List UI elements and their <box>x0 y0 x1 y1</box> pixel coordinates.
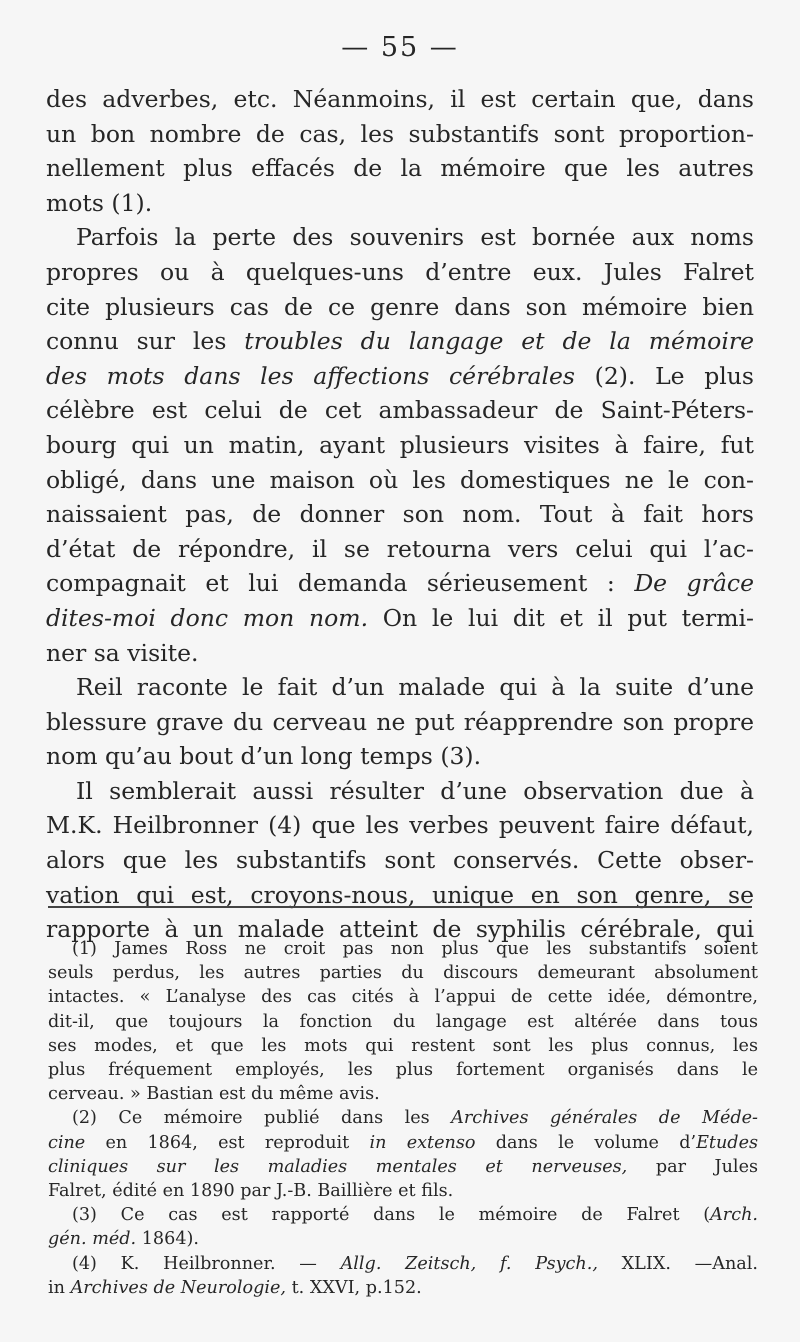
text-line <box>46 151 754 186</box>
text-line <box>46 428 754 463</box>
italic-title: des mots dans les affections cérébrales <box>46 361 575 390</box>
text-line <box>46 705 754 740</box>
footnote-text: 1864). <box>141 1229 199 1250</box>
text-line <box>46 532 754 567</box>
footnote-text: t. XXVI, p.152. <box>291 1277 422 1298</box>
text-line-content: On le lui dit et il put termi- <box>382 603 754 632</box>
text-line <box>46 82 754 117</box>
text-line-content: propres ou à quelques-uns d’entre eux. Jules Falret <box>46 257 754 286</box>
text-line-content: alors que les substantifs sont conservés. Cette obser- <box>46 846 754 875</box>
footnote-line <box>48 1034 758 1058</box>
text-line <box>46 324 754 359</box>
footnote-text: (1) James Ross ne croit pas non plus que les substantifs soient <box>72 939 758 959</box>
footnote-italic: gén. méd. <box>48 1229 137 1250</box>
footnote-line <box>48 1179 758 1203</box>
page-number: — 55 — <box>341 32 459 63</box>
text-line-content: Parfois la perte des souvenirs est bornée aux noms <box>76 223 754 252</box>
text-line <box>46 774 754 809</box>
text-line-content: des adverbes, etc. Néanmoins, il est certain que, dans <box>46 85 754 113</box>
footnote-text: en 1864, est reproduit <box>105 1132 350 1153</box>
footnote-text: cerveau. » Bastian est du même avis. <box>48 1084 380 1105</box>
footnote-line <box>48 1276 758 1300</box>
footnote-line <box>48 1203 758 1227</box>
text-line-content: cite plusieurs cas de ce genre dans son mémoire bien <box>46 292 754 321</box>
footnotes <box>48 937 758 1300</box>
text-line <box>46 255 754 290</box>
footnote-line <box>48 985 758 1009</box>
text-line <box>46 566 754 601</box>
text-line-content: vation qui est, croyons-nous, unique en son genre, se <box>46 880 754 909</box>
text-line-content: (2). Le plus <box>594 361 754 390</box>
text-line <box>46 636 754 671</box>
text-line-content: ner sa visite. <box>46 638 199 667</box>
text-line-content: Reil raconte le fait d’un malade qui à la suite d’une <box>76 673 754 702</box>
text-line <box>46 359 754 394</box>
text-line <box>46 220 754 255</box>
footnote-italic: Arch. <box>710 1205 758 1226</box>
footnote-text: par Jules <box>655 1156 759 1177</box>
footnote-italic: Archives générales de Méde- <box>451 1108 759 1129</box>
text-line-content: blessure grave du cerveau ne put réapprendre son propre <box>46 707 754 736</box>
footnote-line <box>48 1227 758 1251</box>
text-line <box>46 497 754 532</box>
text-line <box>46 808 754 843</box>
text-line-content: compagnait et lui demanda sérieusement : <box>46 569 615 598</box>
main-text <box>46 82 754 947</box>
footnote-line <box>48 1010 758 1034</box>
footnote-text: dit-il, que toujours la fonction du langage est altérée dans tous <box>48 1011 758 1032</box>
text-line-content: naissaient pas, de donner son nom. Tout à fait hors <box>46 500 754 529</box>
footnote-italic: Allg. Zeitsch, f. Psych., <box>340 1253 598 1274</box>
footnote-text: ses modes, et que les mots qui restent sont les plus connus, les <box>48 1035 758 1056</box>
footnote-italic: in extenso <box>369 1132 476 1153</box>
footnote-line <box>48 1082 758 1106</box>
footnote-line <box>48 961 758 985</box>
footnote-text: dans le volume d’ <box>495 1132 697 1153</box>
text-line <box>46 739 754 774</box>
text-line <box>46 290 754 325</box>
footnote-line <box>48 1131 758 1155</box>
footnote-italic: Archives de Neurologie, <box>70 1277 286 1298</box>
footnote-text: in <box>48 1277 65 1298</box>
footnote-text: seuls perdus, les autres parties du discours demeurant absolument <box>48 963 758 984</box>
text-line-content: nellement plus effacés de la mémoire que les autres <box>46 154 754 183</box>
text-line-content: célèbre est celui de cet ambassadeur de Saint-Péters- <box>46 396 754 425</box>
text-line <box>46 186 754 221</box>
footnote-divider <box>48 906 752 908</box>
text-line-content: bourg qui un matin, ayant plusieurs visites à faire, fut <box>46 430 754 459</box>
footnote-italic: cine <box>48 1132 86 1153</box>
text-line-content: d’état de répondre, il se retourna vers celui qui l’ac- <box>46 534 754 563</box>
footnote-text: (2) Ce mémoire publié dans les <box>72 1108 430 1129</box>
text-line-content: mots (1). <box>46 188 153 217</box>
italic-quote: dites-moi donc mon nom. <box>46 603 369 632</box>
text-line-content: nom qu’au bout d’un long temps (3). <box>46 742 482 771</box>
text-line-content: obligé, dans une maison où les domestiques ne le con- <box>46 465 754 494</box>
footnote-italic: cliniques sur les maladies mentales et nerveuses, <box>48 1156 628 1177</box>
italic-title: troubles du langage et de la mémoire <box>244 327 754 356</box>
footnote-line <box>48 937 758 961</box>
footnote-text: (4) K. Heilbronner. — <box>72 1253 317 1274</box>
text-line-content: M.K. Heilbronner (4) que les verbes peuvent faire défaut, <box>46 811 754 840</box>
footnote-text: XLIX. —Anal. <box>621 1253 758 1274</box>
footnote-line <box>48 1106 758 1130</box>
footnote-text: (3) Ce cas est rapporté dans le mémoire de Falret ( <box>72 1205 711 1226</box>
footnote-line <box>48 1252 758 1276</box>
text-line-content: rapporte à un malade atteint de syphilis cérébrale, qui <box>46 915 754 944</box>
text-line <box>46 601 754 636</box>
footnote-text: Falret, édité en 1890 par J.-B. Baillière et fils. <box>48 1181 454 1202</box>
text-line-content: connu sur les <box>46 327 227 356</box>
text-line-content: Il semblerait aussi résulter d’une observation due à <box>76 776 754 805</box>
footnote-text: plus fréquement employés, les plus fortement organisés dans le <box>48 1060 758 1081</box>
text-line <box>46 670 754 705</box>
text-line-content: un bon nombre de cas, les substantifs sont proportion- <box>46 119 754 148</box>
footnote-line <box>48 1058 758 1082</box>
footnote-line <box>48 1155 758 1179</box>
text-line <box>46 117 754 152</box>
footnote-text: intactes. « L’analyse des cas cités à l’appui de cette idée, démontre, <box>48 987 758 1008</box>
text-line <box>46 843 754 878</box>
italic-quote: De grâce <box>634 569 754 598</box>
text-line <box>46 393 754 428</box>
text-line <box>46 463 754 498</box>
footnote-italic: Etudes <box>696 1132 759 1153</box>
